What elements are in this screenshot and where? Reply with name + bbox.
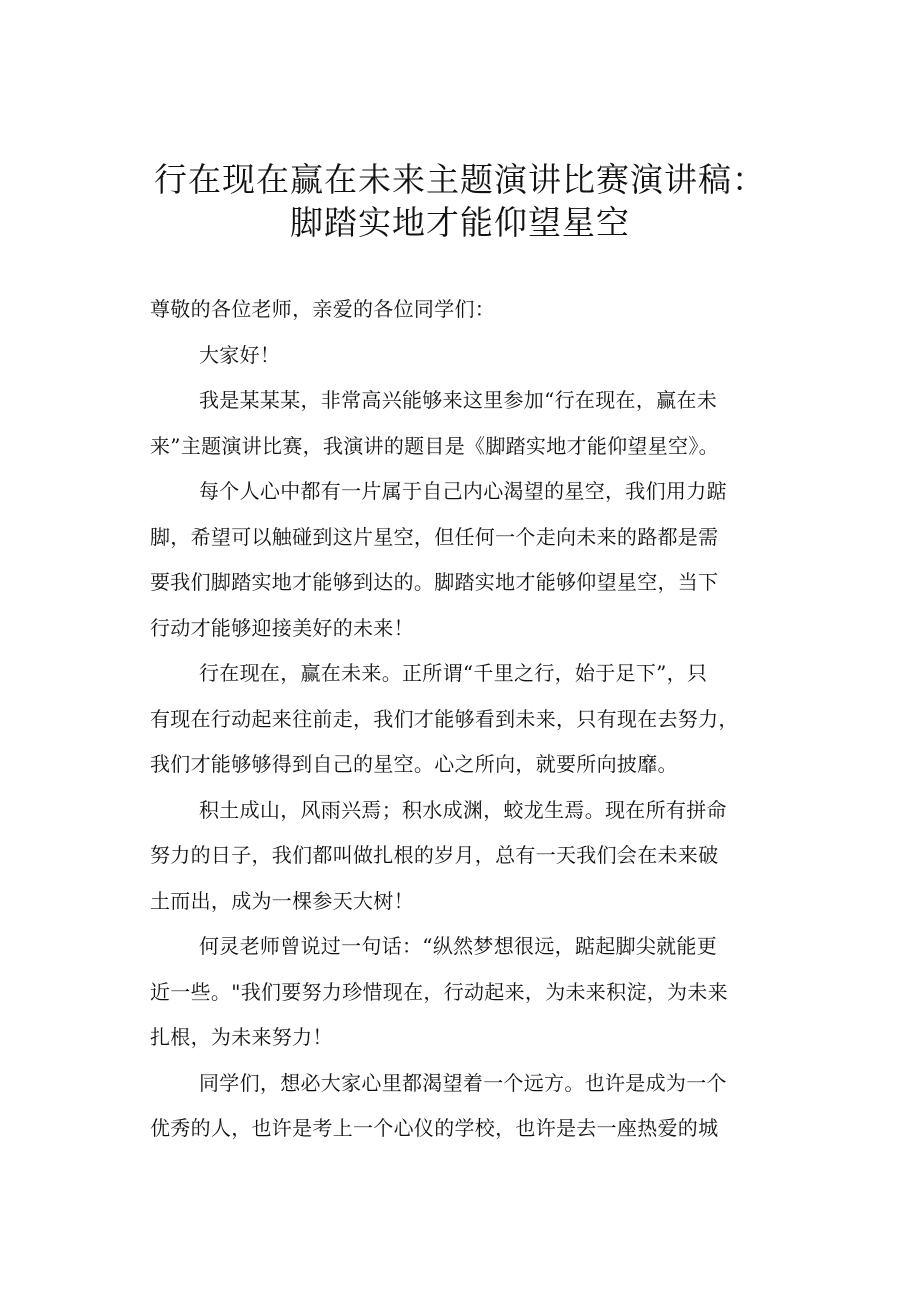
- paragraph-3-line: 我们才能够够得到自己的星空。心之所向，就要所向披靡。: [150, 752, 678, 776]
- paragraph-6-line: 优秀的人，也许是考上一个心仪的学校，也许是去一座热爱的城: [150, 1116, 719, 1140]
- paragraph-2-line: 要我们脚踏实地才能够到达的。脚踏实地才能够仰望星空，当下: [150, 570, 719, 594]
- salutation: 尊敬的各位老师，亲爱的各位同学们：: [150, 297, 496, 321]
- paragraph-5-line: 扎根，为未来努力！: [150, 1025, 333, 1049]
- document-title-line-2: 脚踏实地才能仰望星空: [290, 203, 630, 242]
- document-body: [150, 287, 810, 1152]
- paragraph-2-line: 每个人心中都有一片属于自己内心渴望的星空，我们用力踮: [199, 479, 727, 503]
- paragraph-2-line: 行动才能够迎接美好的未来！: [150, 615, 414, 640]
- paragraph-5-line: 何灵老师曾说过一句话：“纵然梦想很远，踮起脚尖就能更: [199, 934, 718, 958]
- paragraph-4-line: 努力的日子，我们都叫做扎根的岁月，总有一天我们会在未来破: [150, 843, 719, 867]
- paragraph-1-line: 我是某某某，非常高兴能够来这里参加“行在现在，赢在未: [199, 388, 718, 412]
- paragraph-2-line: 脚，希望可以触碰到这片星空，但任何一个走向未来的路都是需: [150, 524, 719, 549]
- paragraph-4-line: 积土成山，风雨兴焉；积水成渊，蛟龙生焉。现在所有拼命: [199, 797, 727, 822]
- greeting: 大家好！: [199, 342, 281, 367]
- paragraph-3-line: 行在现在，赢在未来。正所谓“千里之行，始于足下”，只: [199, 661, 708, 685]
- paragraph-5-line: 近一些。"我们要努力珍惜现在，行动起来，为未来积淀，为未来: [150, 979, 728, 1004]
- document-title-line-1: 行在现在赢在未来主题演讲比赛演讲稿：: [154, 160, 766, 199]
- paragraph-6-line: 同学们，想必大家心里都渴望着一个远方。也许是成为一个: [199, 1070, 727, 1095]
- paragraph-1-line: 来”主题演讲比赛，我演讲的题目是《脚踏实地才能仰望星空》。: [150, 433, 719, 458]
- paragraph-3-line: 有现在行动起来往前走，我们才能够看到未来，只有现在去努力，: [150, 706, 739, 731]
- paragraph-4-line: 土而出，成为一棵参天大树！: [150, 888, 414, 913]
